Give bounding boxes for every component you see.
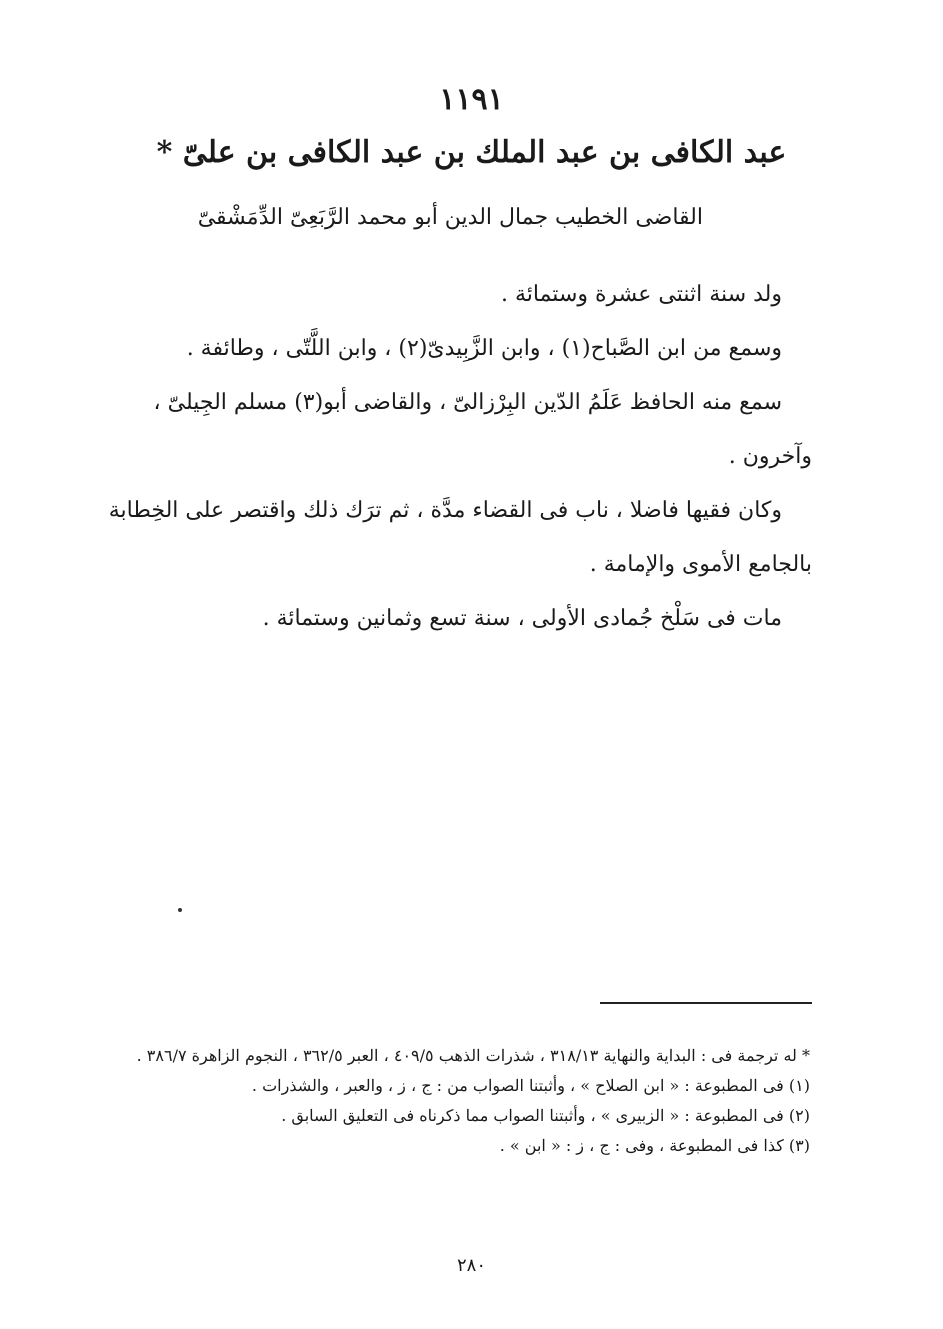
footnote-3: (٣) كذا فى المطبوعة ، وفى : ج ، ز : « ابن » . [499, 1136, 810, 1155]
paragraph-students: سمع منه الحافظ عَلَمُ الدّين البِرْزالىّ ، والقاضى أبو(٣) مسلم الجِيلىّ ، وآخرون . [153, 390, 812, 469]
paragraph-teachers: وسمع من ابن الصَّباح(١) ، وابن الزَّبِيدىّ(٢) ، وابن اللَّتّى ، وطائفة . [186, 336, 782, 361]
biography-body [100, 268, 812, 646]
footnote-sources: * له ترجمة فى : البداية والنهاية ٣١٨/١٣ ، شذرات الذهب ٤٠٩/٥ ، العبر ٣٦٢/٥ ، النجوم الزاهرة ٣٨٦/٧ . [136, 1046, 810, 1065]
footnote-1: (١) فى المطبوعة : « ابن الصلاح » ، وأثبتنا الصواب من : ج ، ز ، والعبر ، والشذرات . [251, 1076, 810, 1095]
page-number: ٢٨٠ [456, 1255, 486, 1276]
footnotes [86, 1042, 810, 1162]
footnote-2: (٢) فى المطبوعة : « الزبيرى » ، وأثبتنا الصواب مما ذكرناه فى التعليق السابق . [281, 1106, 810, 1125]
paragraph-career: وكان فقيها فاضلا ، ناب فى القضاء مدَّة ، ثم ترَك ذلك واقتصر على الخِطابة بالجامع الأموى والإمامة . [108, 498, 812, 577]
biography-subtitle: القاضى الخطيب جمال الدين أبو محمد الرَّبَعِىّ الدِّمَشْقىّ [197, 205, 703, 230]
print-speck [178, 908, 182, 912]
paragraph-birth: ولد سنة اثنتى عشرة وستمائة . [500, 282, 782, 307]
paragraph-death: مات فى سَلْخ جُمادى الأولى ، سنة تسع وثمانين وستمائة . [262, 606, 782, 631]
entry-number: ١١٩١ [439, 82, 504, 117]
footnote-divider [600, 1002, 812, 1004]
biography-title: عبد الكافى بن عبد الملك بن عبد الكافى بن علىّ * [156, 135, 787, 170]
